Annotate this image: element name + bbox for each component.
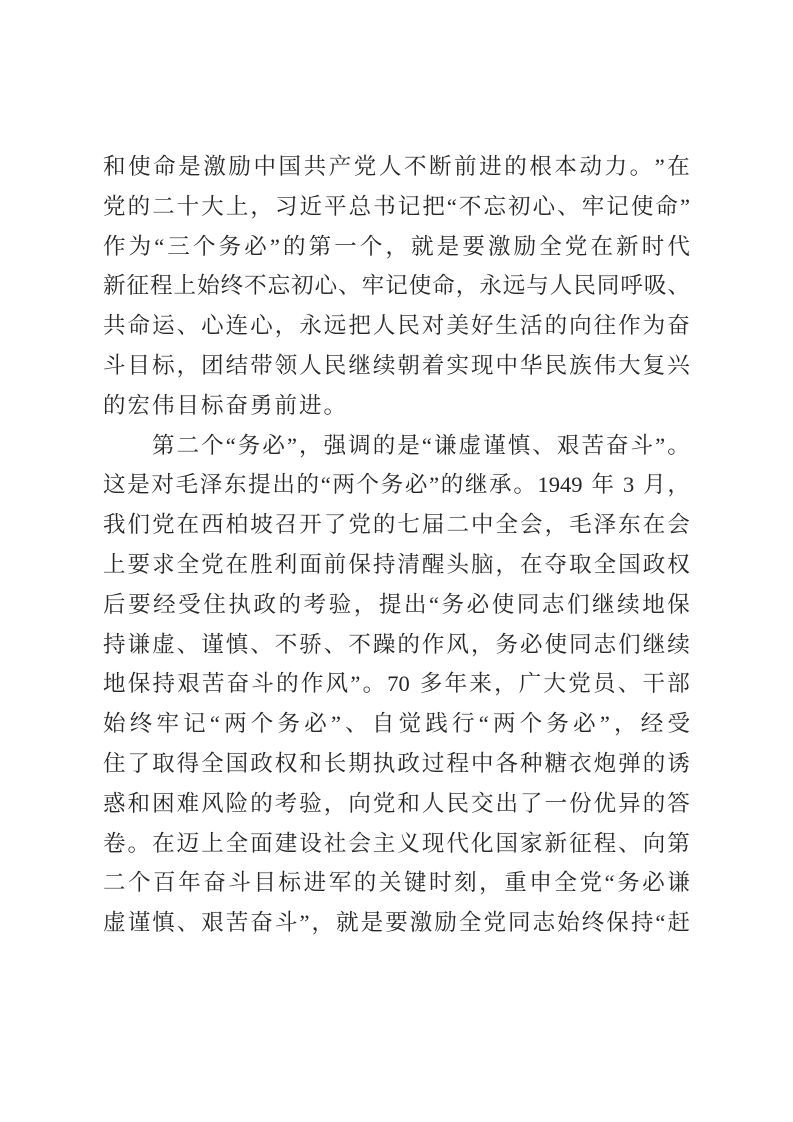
paragraph-continuation bbox=[103, 147, 690, 426]
text-line: 这 是 对 毛 泽 东 提 出 的 “ 两 个 务 必 ” 的 继 承 。 1949 年 3 月 ， bbox=[103, 472, 690, 498]
text-line: 地 保 持 艰 苦 奋 斗 的 作 风 ” 。 70 多 年 来 ， 广 大 党 员 、 干 部 bbox=[103, 671, 690, 697]
text-line: 住 了 取 得 全 国 政 权 和 长 期 执 政 过 程 中 各 种 糖 衣 炮 弹 的 诱 bbox=[103, 750, 690, 776]
text-line: 作 为 “ 三 个 务 必 ” 的 第 一 个 ， 就 是 要 激 励 全 党 在 新 时 代 bbox=[103, 233, 690, 259]
text-line: 共 命 运 、 心 连 心 ， 永 远 把 人 民 对 美 好 生 活 的 向 往 作 为 奋 bbox=[103, 313, 690, 339]
text-line: 的宏伟目标奋勇前进。 bbox=[103, 392, 349, 418]
text-line: 持 谦 虚 、 谨 慎 、 不 骄 、 不 躁 的 作 风 ， 务 必 使 同 志 们 继 续 bbox=[103, 631, 690, 657]
text-line: 新 征 程 上 始 终 不 忘 初 心 、 牢 记 使 命 ， 永 远 与 人 民 同 呼 吸 、 bbox=[103, 273, 690, 299]
text-line: 后 要 经 受 住 执 政 的 考 验 ， 提 出 “ 务 必 使 同 志 们 继 续 地 保 bbox=[103, 591, 690, 617]
text-line: 上 要 求 全 党 在 胜 利 面 前 保 持 清 醒 头 脑 ， 在 夺 取 全 国 政 权 bbox=[103, 551, 690, 577]
text-line: 二 个 百 年 奋 斗 目 标 进 军 的 关 键 时 刻 ， 重 申 全 党 “ 务 必 谦 bbox=[103, 870, 690, 896]
document-text-block bbox=[103, 147, 690, 943]
text-line: 虚 谨 慎 、 艰 苦 奋 斗 ” ， 就 是 要 激 励 全 党 同 志 始 终 保 持 “ 赶 bbox=[103, 910, 690, 936]
text-line: 和 使 命 是 激 励 中 国 共 产 党 人 不 断 前 进 的 根 本 动 力 。 ” 在 bbox=[103, 154, 690, 179]
text-line: 始 终 牢 记 “ 两 个 务 必 ” 、 自 觉 践 行 “ 两 个 务 必 ” ， 经 受 bbox=[103, 711, 690, 737]
text-line: 斗 目 标 ， 团 结 带 领 人 民 继 续 朝 着 实 现 中 华 民 族 伟 大 复 兴 bbox=[103, 352, 690, 378]
text-line: 第 二 个 “ 务 必 ” ， 强 调 的 是 “ 谦 虚 谨 慎 、 艰 苦 奋 斗 ” 。 bbox=[152, 432, 690, 458]
text-line: 我 们 党 在 西 柏 坡 召 开 了 党 的 七 届 二 中 全 会 ， 毛 泽 东 在 会 bbox=[103, 512, 690, 538]
text-line: 卷 。 在 迈 上 全 面 建 设 社 会 主 义 现 代 化 国 家 新 征 程 、 向 第 bbox=[103, 830, 690, 856]
paragraph-second-wubi bbox=[103, 426, 690, 943]
text-line: 党 的 二 十 大 上 ， 习 近 平 总 书 记 把 “ 不 忘 初 心 、 牢 记 使 命 ” bbox=[103, 193, 690, 219]
text-line: 惑 和 困 难 风 险 的 考 验 ， 向 党 和 人 民 交 出 了 一 份 优 异 的 答 bbox=[103, 790, 690, 816]
